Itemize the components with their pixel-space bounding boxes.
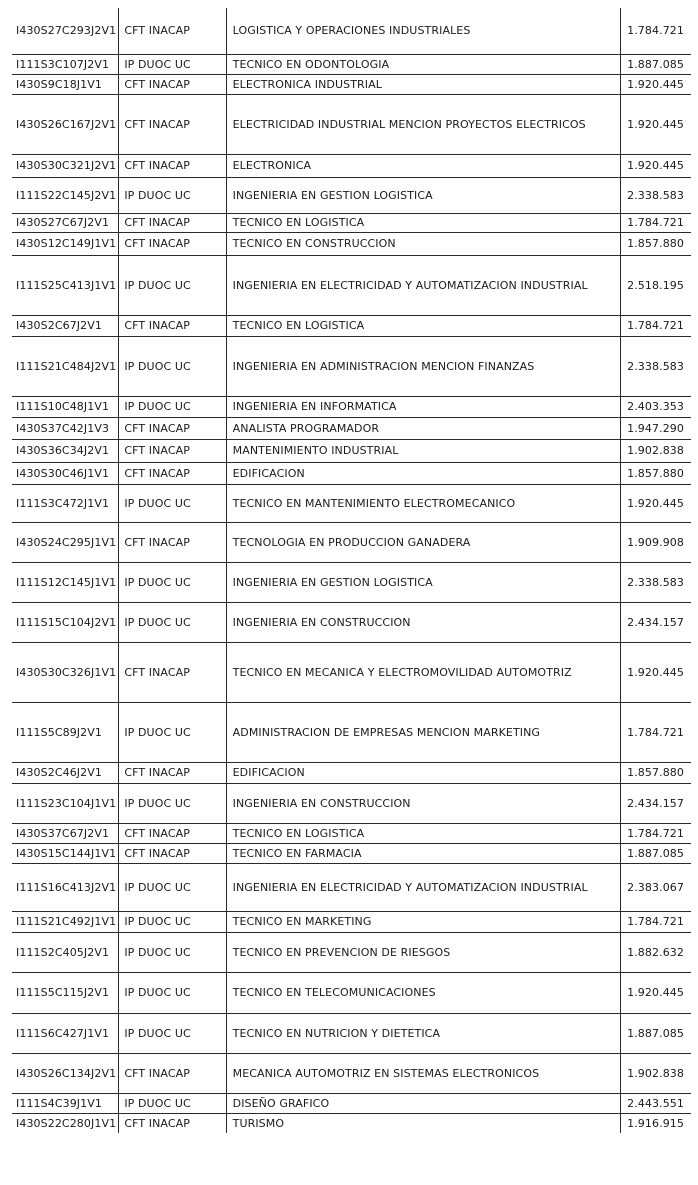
program-name-cell: TECNICO EN MARKETING [226,911,620,932]
institution-cell: CFT INACAP [119,1053,226,1093]
program-name-cell: INGENIERIA EN INFORMATICA [226,396,620,417]
table-row [12,762,691,783]
program-name-cell: TECNOLOGIA EN PRODUCCION GANADERA [226,522,620,562]
amount-cell: 1.920.445 [620,94,691,154]
program-code-cell: I111S25C413J1V1 [12,255,119,315]
institution-cell: IP DUOC UC [119,336,226,396]
table-row [12,74,691,94]
program-code-cell: I430S27C293J2V1 [12,8,119,54]
program-name-cell: EDIFICACION [226,462,620,484]
institution-cell: CFT INACAP [119,417,226,439]
program-code-cell: I430S2C46J2V1 [12,762,119,783]
program-name-cell: TECNICO EN TELECOMUNICACIONES [226,972,620,1013]
table-row [12,94,691,154]
amount-cell: 2.434.157 [620,602,691,642]
amount-cell: 1.920.445 [620,972,691,1013]
program-code-cell: I430S37C67J2V1 [12,823,119,843]
program-name-cell: TURISMO [226,1113,620,1133]
table-row [12,562,691,602]
program-name-cell: TECNICO EN ODONTOLOGIA [226,54,620,74]
program-code-cell: I430S15C144J1V1 [12,843,119,863]
program-name-cell: TECNICO EN MANTENIMIENTO ELECTROMECANICO [226,484,620,522]
table-row [12,1013,691,1053]
institution-cell: CFT INACAP [119,439,226,462]
institution-cell: CFT INACAP [119,213,226,232]
amount-cell: 1.784.721 [620,8,691,54]
institution-cell: IP DUOC UC [119,783,226,823]
table-row [12,439,691,462]
program-code-cell: I430S26C134J2V1 [12,1053,119,1093]
amount-cell: 2.338.583 [620,562,691,602]
program-name-cell: TECNICO EN FARMACIA [226,843,620,863]
program-name-cell: TECNICO EN NUTRICION Y DIETETICA [226,1013,620,1053]
institution-cell: IP DUOC UC [119,177,226,213]
program-code-cell: I111S4C39J1V1 [12,1093,119,1113]
institution-cell: IP DUOC UC [119,484,226,522]
program-name-cell: INGENIERIA EN ELECTRICIDAD Y AUTOMATIZACION INDUSTRIAL [226,863,620,911]
program-name-cell: TECNICO EN LOGISTICA [226,213,620,232]
amount-cell: 1.857.880 [620,762,691,783]
institution-cell: IP DUOC UC [119,255,226,315]
institution-cell: CFT INACAP [119,1113,226,1133]
program-code-cell: I430S9C18J1V1 [12,74,119,94]
table-row [12,843,691,863]
institution-cell: IP DUOC UC [119,972,226,1013]
program-code-cell: I430S36C34J2V1 [12,439,119,462]
program-name-cell: TECNICO EN MECANICA Y ELECTROMOVILIDAD AUTOMOTRIZ [226,642,620,702]
table-row [12,1053,691,1093]
table-row [12,783,691,823]
program-code-cell: I430S26C167J2V1 [12,94,119,154]
institution-cell: IP DUOC UC [119,562,226,602]
table-row [12,702,691,762]
table-row [12,462,691,484]
amount-cell: 1.902.838 [620,439,691,462]
table-row [12,315,691,336]
institution-cell: CFT INACAP [119,8,226,54]
institution-cell: CFT INACAP [119,74,226,94]
amount-cell: 1.784.721 [620,213,691,232]
program-code-cell: I430S12C149J1V1 [12,232,119,255]
institution-cell: IP DUOC UC [119,863,226,911]
table-row [12,484,691,522]
program-name-cell: ANALISTA PROGRAMADOR [226,417,620,439]
program-name-cell: ELECTRICIDAD INDUSTRIAL MENCION PROYECTOS ELECTRICOS [226,94,620,154]
program-code-cell: I430S24C295J1V1 [12,522,119,562]
program-code-cell: I111S22C145J2V1 [12,177,119,213]
amount-cell: 1.947.290 [620,417,691,439]
amount-cell: 1.887.085 [620,54,691,74]
institution-cell: CFT INACAP [119,232,226,255]
program-table-body [12,8,691,1133]
institution-cell: IP DUOC UC [119,602,226,642]
program-name-cell: TECNICO EN PREVENCION DE RIESGOS [226,932,620,972]
institution-cell: IP DUOC UC [119,932,226,972]
program-code-cell: I111S12C145J1V1 [12,562,119,602]
program-name-cell: INGENIERIA EN GESTION LOGISTICA [226,562,620,602]
table-row [12,823,691,843]
table-row [12,863,691,911]
program-name-cell: ELECTRONICA INDUSTRIAL [226,74,620,94]
institution-cell: CFT INACAP [119,823,226,843]
amount-cell: 2.383.067 [620,863,691,911]
institution-cell: IP DUOC UC [119,1093,226,1113]
table-row [12,642,691,702]
program-code-cell: I111S10C48J1V1 [12,396,119,417]
table-row [12,177,691,213]
institution-cell: IP DUOC UC [119,702,226,762]
institution-cell: CFT INACAP [119,522,226,562]
program-name-cell: TECNICO EN LOGISTICA [226,823,620,843]
program-name-cell: INGENIERIA EN ELECTRICIDAD Y AUTOMATIZACION INDUSTRIAL [226,255,620,315]
institution-cell: IP DUOC UC [119,1013,226,1053]
program-code-cell: I111S21C484J2V1 [12,336,119,396]
table-row [12,54,691,74]
program-code-cell: I430S37C42J1V3 [12,417,119,439]
program-name-cell: MECANICA AUTOMOTRIZ EN SISTEMAS ELECTRONICOS [226,1053,620,1093]
program-code-cell: I111S3C107J2V1 [12,54,119,74]
amount-cell: 1.916.915 [620,1113,691,1133]
amount-cell: 1.784.721 [620,823,691,843]
table-row [12,396,691,417]
table-row [12,602,691,642]
program-code-cell: I430S30C321J2V1 [12,154,119,177]
table-row [12,213,691,232]
institution-cell: CFT INACAP [119,843,226,863]
program-name-cell: EDIFICACION [226,762,620,783]
program-code-cell: I111S2C405J2V1 [12,932,119,972]
table-row [12,972,691,1013]
table-row [12,336,691,396]
amount-cell: 2.434.157 [620,783,691,823]
amount-cell: 1.920.445 [620,154,691,177]
amount-cell: 2.403.353 [620,396,691,417]
amount-cell: 1.887.085 [620,843,691,863]
amount-cell: 2.338.583 [620,177,691,213]
amount-cell: 1.784.721 [620,315,691,336]
table-row [12,1113,691,1133]
amount-cell: 1.909.908 [620,522,691,562]
amount-cell: 2.518.195 [620,255,691,315]
program-code-cell: I111S15C104J2V1 [12,602,119,642]
institution-cell: CFT INACAP [119,315,226,336]
table-row [12,417,691,439]
institution-cell: IP DUOC UC [119,911,226,932]
program-code-cell: I111S21C492J1V1 [12,911,119,932]
amount-cell: 1.784.721 [620,702,691,762]
program-code-cell: I111S3C472J1V1 [12,484,119,522]
table-row [12,154,691,177]
institution-cell: CFT INACAP [119,762,226,783]
table-row [12,1093,691,1113]
institution-cell: CFT INACAP [119,642,226,702]
amount-cell: 1.887.085 [620,1013,691,1053]
program-code-cell: I111S5C115J2V1 [12,972,119,1013]
program-code-cell: I111S16C413J2V1 [12,863,119,911]
program-code-cell: I430S30C326J1V1 [12,642,119,702]
amount-cell: 1.920.445 [620,74,691,94]
table-row [12,232,691,255]
program-name-cell: DISEÑO GRAFICO [226,1093,620,1113]
program-code-cell: I430S27C67J2V1 [12,213,119,232]
program-name-cell: INGENIERIA EN ADMINISTRACION MENCION FINANZAS [226,336,620,396]
program-code-cell: I430S30C46J1V1 [12,462,119,484]
table-row [12,932,691,972]
institution-cell: CFT INACAP [119,154,226,177]
table-row [12,911,691,932]
amount-cell: 1.857.880 [620,232,691,255]
amount-cell: 1.902.838 [620,1053,691,1093]
program-code-cell: I111S23C104J1V1 [12,783,119,823]
program-name-cell: INGENIERIA EN CONSTRUCCION [226,783,620,823]
program-name-cell: INGENIERIA EN GESTION LOGISTICA [226,177,620,213]
table-row [12,8,691,54]
program-code-cell: I430S22C280J1V1 [12,1113,119,1133]
program-name-cell: ELECTRONICA [226,154,620,177]
table-row [12,522,691,562]
program-table [12,8,691,1133]
program-name-cell: ADMINISTRACION DE EMPRESAS MENCION MARKETING [226,702,620,762]
program-code-cell: I430S2C67J2V1 [12,315,119,336]
institution-cell: IP DUOC UC [119,54,226,74]
program-name-cell: TECNICO EN CONSTRUCCION [226,232,620,255]
amount-cell: 1.857.880 [620,462,691,484]
program-code-cell: I111S6C427J1V1 [12,1013,119,1053]
program-name-cell: MANTENIMIENTO INDUSTRIAL [226,439,620,462]
institution-cell: CFT INACAP [119,94,226,154]
program-name-cell: INGENIERIA EN CONSTRUCCION [226,602,620,642]
amount-cell: 2.338.583 [620,336,691,396]
amount-cell: 1.882.632 [620,932,691,972]
program-name-cell: LOGISTICA Y OPERACIONES INDUSTRIALES [226,8,620,54]
institution-cell: CFT INACAP [119,462,226,484]
amount-cell: 2.443.551 [620,1093,691,1113]
program-name-cell: TECNICO EN LOGISTICA [226,315,620,336]
amount-cell: 1.920.445 [620,484,691,522]
program-code-cell: I111S5C89J2V1 [12,702,119,762]
institution-cell: IP DUOC UC [119,396,226,417]
amount-cell: 1.784.721 [620,911,691,932]
amount-cell: 1.920.445 [620,642,691,702]
table-row [12,255,691,315]
